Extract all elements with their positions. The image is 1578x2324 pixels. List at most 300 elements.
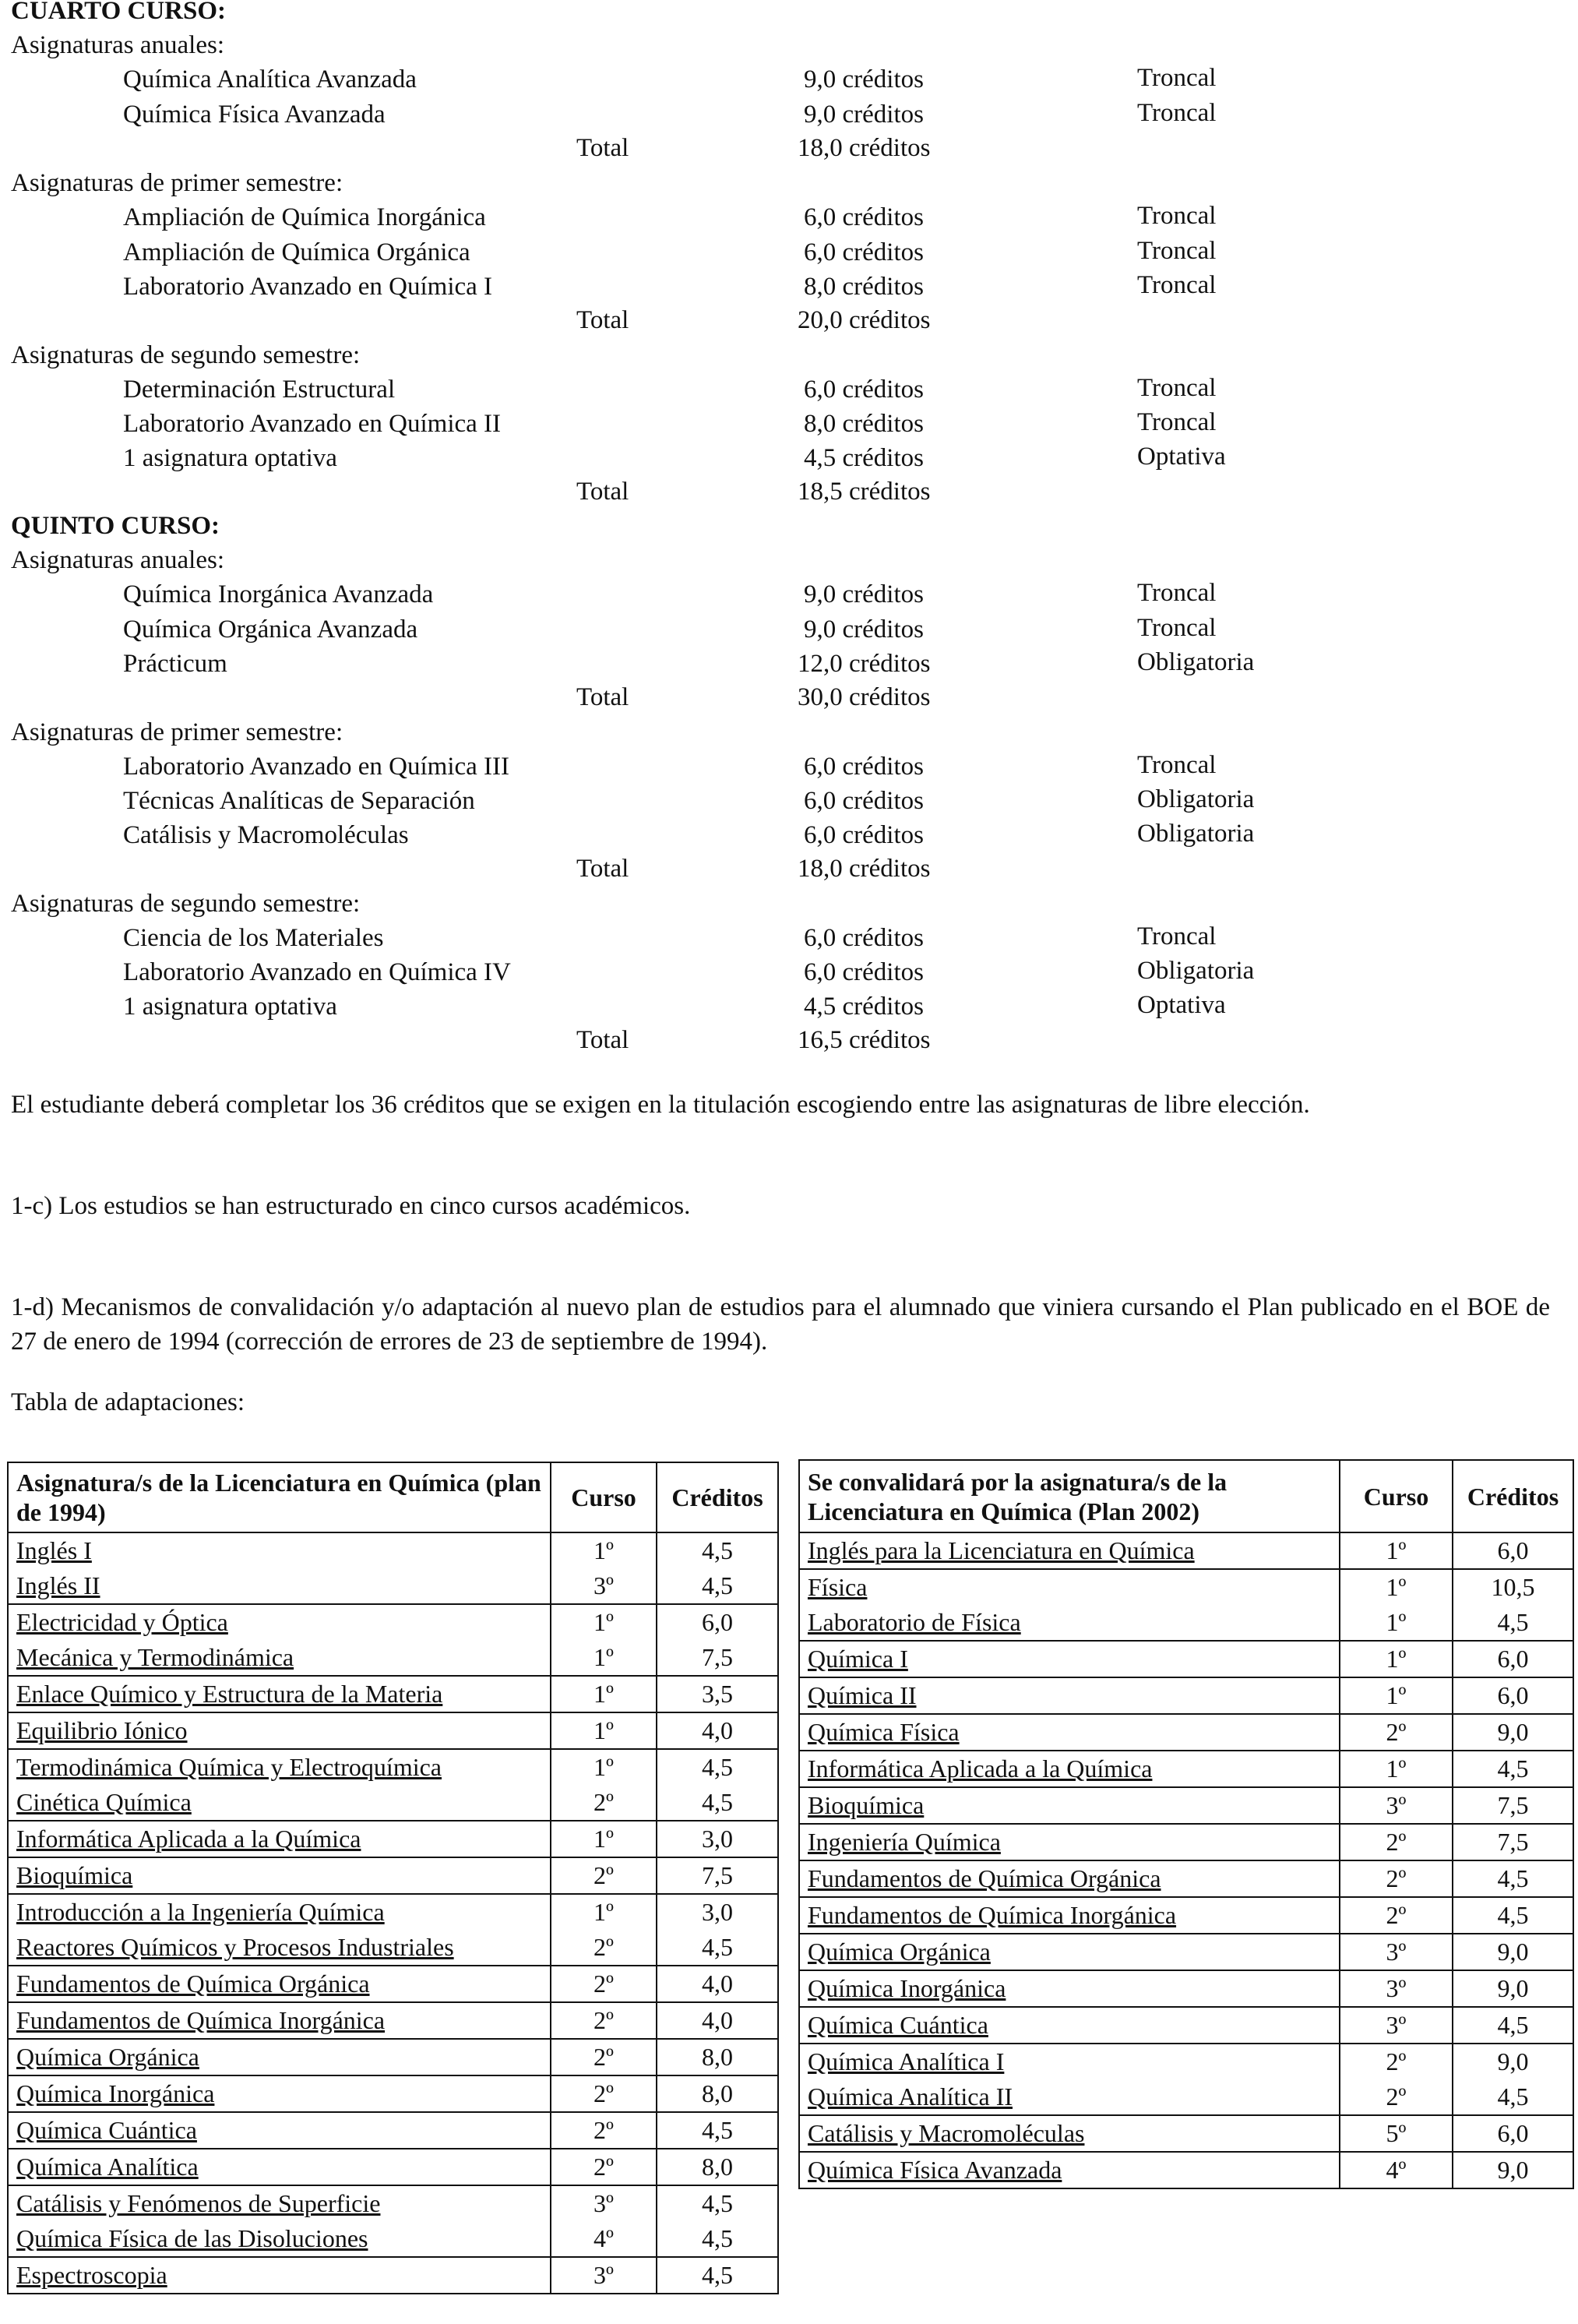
subject-type: Obligatoria <box>1137 957 1255 985</box>
creditos-cell <box>1453 1641 1573 1677</box>
subject-name: Física <box>808 1573 868 1601</box>
subject-cell <box>799 1532 1340 1569</box>
subject-name: Química Cuántica <box>16 2116 197 2144</box>
table-row <box>8 1532 778 1604</box>
subject-cell <box>799 1860 1340 1897</box>
subject-cell <box>799 1787 1340 1824</box>
subject-type: Troncal <box>1137 751 1217 779</box>
creditos-value: 4,0 <box>702 1716 733 1744</box>
subject-cell <box>8 1966 551 2002</box>
creditos-value: 6,0 <box>702 1608 733 1636</box>
curso-cell <box>1340 1897 1453 1934</box>
subject-name: 1 asignatura optativa <box>123 993 337 1021</box>
curso-cell <box>1340 1751 1453 1787</box>
creditos-value: 4,5 <box>1497 1754 1529 1783</box>
subject-name: Fundamentos de Química Orgánica <box>808 1864 1161 1892</box>
table-row <box>799 2044 1573 2115</box>
curso-cell <box>1340 1934 1453 1970</box>
creditos-cell <box>1453 1897 1573 1934</box>
table-header-row <box>8 1462 778 1532</box>
curso-value: 1º <box>1386 1645 1407 1673</box>
subject-name: Química Física <box>808 1718 960 1746</box>
curso-value: 3º <box>1386 1791 1407 1819</box>
curso-value: 1º <box>1386 1573 1407 1601</box>
creditos-cell <box>657 1532 778 1604</box>
subject-cell <box>799 2152 1340 2188</box>
header-subject: Asignatura/s de la Licenciatura en Química (plan de 1994) <box>8 1462 551 1532</box>
curso-value: 2º <box>594 2153 614 2181</box>
creditos-value: 3,5 <box>702 1680 733 1708</box>
curso-value: 1º <box>594 1825 614 1853</box>
subject-type: Troncal <box>1137 99 1217 127</box>
table-row <box>8 2075 778 2112</box>
curso-value: 2º <box>1386 1718 1407 1746</box>
curso-cell <box>1340 2115 1453 2152</box>
creditos-cell <box>1453 1714 1573 1751</box>
table-row <box>799 1532 1573 1569</box>
subject-cell <box>799 1714 1340 1751</box>
subject-cell <box>799 1641 1340 1677</box>
total-label: Total <box>576 306 629 334</box>
creditos-value: 9,0 <box>1497 1974 1529 2002</box>
subject-name: Química II <box>808 1681 917 1709</box>
libre-eleccion-paragraph: El estudiante deberá completar los 36 créditos que se exigen en la titulación escogiendo entre las asignaturas de libre elección. <box>11 1091 1310 1119</box>
curso-cell <box>1340 1569 1453 1641</box>
creditos-value: 4,0 <box>702 1970 733 1998</box>
subject-credits: 4,5 créditos <box>804 993 924 1021</box>
total-label: Total <box>576 134 629 162</box>
subject-cell <box>799 1677 1340 1714</box>
subject-name: Catálisis y Macromoléculas <box>123 821 409 849</box>
table-row <box>799 1751 1573 1787</box>
curso-value: 3º <box>1386 2011 1407 2039</box>
curso-value: 3º <box>594 2261 614 2289</box>
subject-cell <box>799 2044 1340 2115</box>
curso-cell <box>551 2039 657 2075</box>
table-row <box>799 1641 1573 1677</box>
table-row <box>8 1604 778 1676</box>
creditos-value: 4,5 <box>702 2116 733 2144</box>
creditos-value: 7,5 <box>1497 1791 1529 1819</box>
subject-credits: 4,5 créditos <box>804 444 924 472</box>
creditos-cell <box>1453 1970 1573 2007</box>
creditos-value: 6,0 <box>1497 1645 1529 1673</box>
creditos-cell <box>657 1604 778 1676</box>
subject-cell <box>799 2115 1340 2152</box>
curso-value: 3º <box>594 1571 614 1599</box>
subject-cell <box>799 1970 1340 2007</box>
creditos-value: 7,5 <box>702 1643 733 1671</box>
subject-cell <box>8 1604 551 1676</box>
total-credits: 18,5 créditos <box>798 478 931 506</box>
creditos-cell <box>657 1894 778 1966</box>
subject-cell <box>8 1821 551 1857</box>
total-credits: 20,0 créditos <box>798 306 931 334</box>
curso-value: 2º <box>1386 1828 1407 1856</box>
subject-credits: 6,0 créditos <box>804 958 924 986</box>
subject-name: Mecánica y Termodinámica <box>16 1643 294 1671</box>
subject-type: Optativa <box>1137 991 1226 1019</box>
subject-cell <box>799 1569 1340 1641</box>
table-row <box>8 2039 778 2075</box>
creditos-cell <box>657 1857 778 1894</box>
subject-cell <box>8 1676 551 1712</box>
table-row <box>799 2007 1573 2044</box>
table-row <box>799 1934 1573 1970</box>
creditos-value: 3,0 <box>702 1825 733 1853</box>
creditos-cell <box>1453 1787 1573 1824</box>
subject-credits: 8,0 créditos <box>804 410 924 438</box>
table-row <box>8 1857 778 1894</box>
total-credits: 30,0 créditos <box>798 683 931 711</box>
curso-value: 3º <box>1386 1938 1407 1966</box>
creditos-value: 4,5 <box>1497 2082 1529 2111</box>
curso-cell <box>551 1966 657 2002</box>
curso-value: 2º <box>594 1970 614 1998</box>
subject-credits: 9,0 créditos <box>804 65 924 93</box>
subject-type: Obligatoria <box>1137 785 1255 813</box>
subject-credits: 9,0 créditos <box>804 615 924 644</box>
creditos-value: 4,5 <box>1497 1901 1529 1929</box>
subject-type: Troncal <box>1137 922 1217 950</box>
subject-cell <box>799 2007 1340 2044</box>
creditos-value: 7,5 <box>1497 1828 1529 1856</box>
subject-name: Espectroscopia <box>16 2261 167 2289</box>
subject-name: Cinética Química <box>16 1788 192 1816</box>
subject-type: Troncal <box>1137 64 1217 92</box>
quinto-segundo-label: Asignaturas de segundo semestre: <box>11 890 361 918</box>
curso-value: 1º <box>594 1753 614 1781</box>
creditos-cell <box>657 1966 778 2002</box>
subject-name: Química Inorgánica <box>16 2079 215 2107</box>
creditos-cell <box>657 2257 778 2294</box>
curso-value: 1º <box>594 1898 614 1926</box>
subject-type: Troncal <box>1137 614 1217 642</box>
curso-value: 2º <box>1386 1864 1407 1892</box>
subject-cell <box>799 1751 1340 1787</box>
subject-name: Laboratorio de Física <box>808 1608 1021 1636</box>
subject-type: Troncal <box>1137 271 1217 299</box>
curso-cell <box>1340 1860 1453 1897</box>
subject-credits: 6,0 créditos <box>804 376 924 404</box>
curso-value: 1º <box>594 1716 614 1744</box>
subject-name: Laboratorio Avanzado en Química II <box>123 410 502 438</box>
subject-cell <box>8 2257 551 2294</box>
cuarto-heading: CUARTO CURSO: <box>11 0 227 25</box>
table-row <box>799 1897 1573 1934</box>
quinto-primer-label: Asignaturas de primer semestre: <box>11 718 343 746</box>
curso-value: 1º <box>1386 1536 1407 1564</box>
curso-cell <box>551 2002 657 2039</box>
subject-name: Química Física de las Disoluciones <box>16 2224 368 2252</box>
subject-name: Prácticum <box>123 650 227 678</box>
subject-credits: 6,0 créditos <box>804 203 924 231</box>
header-creditos: Créditos <box>1453 1460 1573 1532</box>
creditos-value: 4,5 <box>702 1753 733 1781</box>
tabla-adaptaciones-label: Tabla de adaptaciones: <box>11 1388 245 1416</box>
subject-name: Química Física Avanzada <box>123 101 386 129</box>
subject-credits: 6,0 créditos <box>804 924 924 952</box>
curso-value: 1º <box>594 1643 614 1671</box>
curso-value: 4º <box>1386 2156 1407 2184</box>
curso-cell <box>551 2185 657 2257</box>
creditos-cell <box>657 2149 778 2185</box>
subject-credits: 6,0 créditos <box>804 821 924 849</box>
subject-name: Química Analítica <box>16 2153 199 2181</box>
creditos-cell <box>657 2112 778 2149</box>
creditos-value: 8,0 <box>702 2079 733 2107</box>
curso-cell <box>551 2149 657 2185</box>
creditos-cell <box>657 2075 778 2112</box>
curso-value: 1º <box>594 1536 614 1564</box>
creditos-value: 4,5 <box>702 1571 733 1599</box>
curso-value: 2º <box>594 1788 614 1816</box>
subject-cell <box>8 2075 551 2112</box>
creditos-cell <box>1453 2044 1573 2115</box>
subject-type: Troncal <box>1137 237 1217 265</box>
subject-name: Ampliación de Química Inorgánica <box>123 203 486 231</box>
table-row <box>799 1714 1573 1751</box>
table-row <box>799 1787 1573 1824</box>
table-row <box>8 2257 778 2294</box>
curso-cell <box>1340 1824 1453 1860</box>
subject-cell <box>8 2039 551 2075</box>
curso-cell <box>551 1604 657 1676</box>
subject-name: Fundamentos de Química Inorgánica <box>808 1901 1177 1929</box>
creditos-cell <box>1453 1569 1573 1641</box>
subject-name: Ampliación de Química Orgánica <box>123 238 470 266</box>
subject-name: Química I <box>808 1645 908 1673</box>
total-credits: 16,5 créditos <box>798 1026 931 1054</box>
table-row <box>799 1824 1573 1860</box>
creditos-value: 4,5 <box>1497 1608 1529 1636</box>
subject-credits: 6,0 créditos <box>804 238 924 266</box>
table-row <box>8 2002 778 2039</box>
subject-name: Inglés II <box>16 1571 100 1599</box>
old-plan-table <box>7 1462 779 2294</box>
curso-cell <box>551 2075 657 2112</box>
curso-value: 1º <box>1386 1681 1407 1709</box>
subject-name: Laboratorio Avanzado en Química I <box>123 273 493 301</box>
curso-cell <box>551 2112 657 2149</box>
curso-cell <box>1340 1787 1453 1824</box>
subject-cell <box>799 1897 1340 1934</box>
curso-value: 2º <box>1386 2082 1407 2111</box>
curso-value: 4º <box>594 2224 614 2252</box>
subject-credits: 9,0 créditos <box>804 580 924 608</box>
creditos-value: 6,0 <box>1497 2119 1529 2147</box>
subject-name: Bioquímica <box>16 1861 133 1889</box>
creditos-cell <box>657 1821 778 1857</box>
subject-cell <box>8 1749 551 1821</box>
quinto-heading: QUINTO CURSO: <box>11 512 220 540</box>
curso-cell <box>1340 1641 1453 1677</box>
curso-cell <box>1340 2044 1453 2115</box>
subject-credits: 8,0 créditos <box>804 273 924 301</box>
quinto-anuales-label: Asignaturas anuales: <box>11 546 225 574</box>
subject-name: Equilibrio Iónico <box>16 1716 188 1744</box>
curso-cell <box>1340 2152 1453 2188</box>
curso-cell <box>551 1894 657 1966</box>
table-row <box>799 1569 1573 1641</box>
table-row <box>799 1970 1573 2007</box>
subject-name: Ciencia de los Materiales <box>123 924 384 952</box>
creditos-cell <box>1453 1677 1573 1714</box>
curso-value: 1º <box>594 1608 614 1636</box>
creditos-value: 4,5 <box>1497 1864 1529 1892</box>
curso-cell <box>551 1749 657 1821</box>
creditos-cell <box>657 1749 778 1821</box>
subject-credits: 6,0 créditos <box>804 753 924 781</box>
subject-name: Electricidad y Óptica <box>16 1608 228 1636</box>
table-row <box>8 1749 778 1821</box>
subject-name: Química Inorgánica Avanzada <box>123 580 434 608</box>
creditos-value: 10,5 <box>1491 1573 1535 1601</box>
curso-value: 2º <box>594 2043 614 2071</box>
creditos-cell <box>657 2002 778 2039</box>
subject-cell <box>799 1824 1340 1860</box>
curso-value: 2º <box>594 1861 614 1889</box>
creditos-value: 9,0 <box>1497 2156 1529 2184</box>
curso-cell <box>551 1532 657 1604</box>
creditos-value: 4,5 <box>1497 2011 1529 2039</box>
subject-name: 1 asignatura optativa <box>123 444 337 472</box>
subject-type: Troncal <box>1137 374 1217 402</box>
new-plan-table-body <box>799 1532 1573 2188</box>
subject-name: Ingeniería Química <box>808 1828 1001 1856</box>
creditos-value: 9,0 <box>1497 1718 1529 1746</box>
subject-name: Informática Aplicada a la Química <box>808 1754 1153 1783</box>
creditos-cell <box>1453 2115 1573 2152</box>
subject-name: Química Orgánica Avanzada <box>123 615 418 644</box>
subject-credits: 12,0 créditos <box>798 650 931 678</box>
curso-cell <box>1340 1714 1453 1751</box>
creditos-value: 8,0 <box>702 2043 733 2071</box>
subject-name: Enlace Químico y Estructura de la Materia <box>16 1680 443 1708</box>
table-row <box>8 1821 778 1857</box>
subject-type: Obligatoria <box>1137 820 1255 848</box>
subject-type: Optativa <box>1137 443 1226 471</box>
creditos-value: 4,5 <box>702 1933 733 1961</box>
creditos-value: 4,5 <box>702 1536 733 1564</box>
table-row <box>799 2115 1573 2152</box>
creditos-cell <box>657 1712 778 1749</box>
table-header-row <box>799 1460 1573 1532</box>
header-curso: Curso <box>551 1462 657 1532</box>
total-credits: 18,0 créditos <box>798 134 931 162</box>
subject-name: Química Cuántica <box>808 2011 988 2039</box>
subject-name: Laboratorio Avanzado en Química IV <box>123 958 511 986</box>
subject-name: Química Orgánica <box>808 1938 991 1966</box>
subject-name: Catálisis y Fenómenos de Superficie <box>16 2189 381 2217</box>
subject-name: Química Orgánica <box>16 2043 199 2071</box>
table-row <box>8 1966 778 2002</box>
curso-cell <box>551 2257 657 2294</box>
creditos-value: 4,5 <box>702 1788 733 1816</box>
creditos-cell <box>1453 1824 1573 1860</box>
subject-type: Obligatoria <box>1137 648 1255 676</box>
subject-name: Informática Aplicada a la Química <box>16 1825 361 1853</box>
table-row <box>8 1894 778 1966</box>
curso-cell <box>1340 1970 1453 2007</box>
table-row <box>799 2152 1573 2188</box>
cuarto-primer-label: Asignaturas de primer semestre: <box>11 169 343 197</box>
total-label: Total <box>576 1026 629 1054</box>
curso-value: 1º <box>1386 1608 1407 1636</box>
header-subject: Se convalidará por la asignatura/s de la Licenciatura en Química (Plan 2002) <box>799 1460 1340 1532</box>
subject-type: Troncal <box>1137 408 1217 436</box>
subject-name: Bioquímica <box>808 1791 925 1819</box>
curso-value: 2º <box>594 2079 614 2107</box>
subject-name: Determinación Estructural <box>123 376 396 404</box>
creditos-cell <box>657 2039 778 2075</box>
subject-name: Técnicas Analíticas de Separación <box>123 787 475 815</box>
paragraph-1d: 1-d) Mecanismos de convalidación y/o adaptación al nuevo plan de estudios para el alumnado que viniera cursando el Plan publicado en el BOE de 27 de enero de 1994 (corrección de errores de 23 de septiembre de 1994). <box>11 1293 1550 1356</box>
creditos-cell <box>1453 1860 1573 1897</box>
curso-value: 2º <box>1386 1901 1407 1929</box>
creditos-value: 6,0 <box>1497 1536 1529 1564</box>
subject-name: Química Analítica I <box>808 2047 1005 2075</box>
creditos-value: 7,5 <box>702 1861 733 1889</box>
total-label: Total <box>576 855 629 883</box>
total-label: Total <box>576 478 629 506</box>
curso-value: 2º <box>1386 2047 1407 2075</box>
subject-type: Troncal <box>1137 202 1217 230</box>
creditos-cell <box>657 1676 778 1712</box>
subject-cell <box>8 2112 551 2149</box>
curso-cell <box>1340 1532 1453 1569</box>
curso-cell <box>551 1676 657 1712</box>
subject-cell <box>8 1532 551 1604</box>
table-row <box>799 1677 1573 1714</box>
old-plan-table-body <box>8 1532 778 2294</box>
curso-cell <box>1340 1677 1453 1714</box>
subject-name: Inglés para la Licenciatura en Química <box>808 1536 1195 1564</box>
curso-cell <box>551 1821 657 1857</box>
subject-cell <box>8 2185 551 2257</box>
creditos-value: 6,0 <box>1497 1681 1529 1709</box>
creditos-value: 9,0 <box>1497 1938 1529 1966</box>
creditos-cell <box>1453 2152 1573 2188</box>
table-row <box>799 1860 1573 1897</box>
subject-cell <box>8 2149 551 2185</box>
subject-name: Fundamentos de Química Orgánica <box>16 1970 370 1998</box>
subject-name: Laboratorio Avanzado en Química III <box>123 753 510 781</box>
subject-name: Introducción a la Ingeniería Química <box>16 1898 385 1926</box>
table-row <box>8 1676 778 1712</box>
curso-value: 2º <box>594 2116 614 2144</box>
subject-credits: 6,0 créditos <box>804 787 924 815</box>
subject-credits: 9,0 créditos <box>804 101 924 129</box>
creditos-value: 4,5 <box>702 2224 733 2252</box>
subject-name: Fundamentos de Química Inorgánica <box>16 2006 386 2034</box>
subject-name: Reactores Químicos y Procesos Industriales <box>16 1933 454 1961</box>
cuarto-anuales-label: Asignaturas anuales: <box>11 31 225 59</box>
cuarto-segundo-label: Asignaturas de segundo semestre: <box>11 341 361 369</box>
creditos-value: 4,0 <box>702 2006 733 2034</box>
subject-cell <box>8 1712 551 1749</box>
table-row <box>8 1712 778 1749</box>
creditos-value: 4,5 <box>702 2189 733 2217</box>
subject-cell <box>8 2002 551 2039</box>
table-row <box>8 2112 778 2149</box>
header-curso: Curso <box>1340 1460 1453 1532</box>
table-row <box>8 2185 778 2257</box>
subject-name: Química Analítica Avanzada <box>123 65 417 93</box>
total-credits: 18,0 créditos <box>798 855 931 883</box>
creditos-cell <box>1453 1751 1573 1787</box>
new-plan-table <box>798 1459 1574 2189</box>
